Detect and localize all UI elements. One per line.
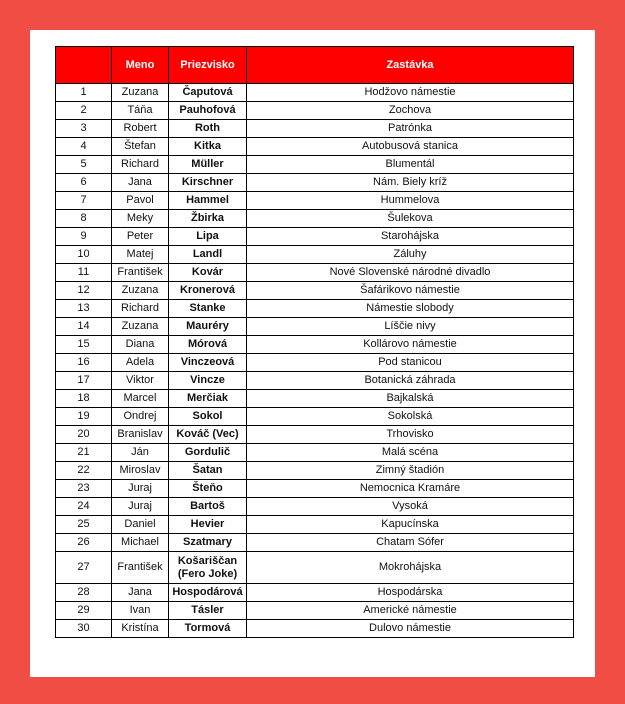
stop-cell: Mokrohájska	[247, 552, 574, 584]
stop-cell: Kapucínska	[247, 516, 574, 534]
table-row	[56, 264, 574, 282]
first-name-cell: František	[112, 264, 169, 282]
last-name-cell: Vincze	[169, 372, 247, 390]
stop-cell: Patrónka	[247, 120, 574, 138]
stop-cell: Hodžovo námestie	[247, 84, 574, 102]
first-name-cell: Kristína	[112, 620, 169, 638]
row-number: 14	[56, 318, 112, 336]
stops-table	[55, 46, 574, 638]
last-name-cell: Kovár	[169, 264, 247, 282]
table-row	[56, 372, 574, 390]
stop-cell: Vysoká	[247, 498, 574, 516]
last-name-cell: Mórová	[169, 336, 247, 354]
last-name-cell: Kronerová	[169, 282, 247, 300]
row-number: 22	[56, 462, 112, 480]
table-row	[56, 426, 574, 444]
last-name-cell: Žbirka	[169, 210, 247, 228]
table-row	[56, 300, 574, 318]
stop-cell: Blumentál	[247, 156, 574, 174]
last-name-cell: Landl	[169, 246, 247, 264]
row-number: 15	[56, 336, 112, 354]
row-number: 10	[56, 246, 112, 264]
first-name-cell: Zuzana	[112, 84, 169, 102]
table-row	[56, 620, 574, 638]
first-name-cell: Michael	[112, 534, 169, 552]
stop-cell: Hospodárska	[247, 584, 574, 602]
table-row	[56, 516, 574, 534]
stop-cell: Americké námestie	[247, 602, 574, 620]
table-row	[56, 498, 574, 516]
row-number: 1	[56, 84, 112, 102]
first-name-cell: Meky	[112, 210, 169, 228]
stop-cell: Šulekova	[247, 210, 574, 228]
document-sheet	[30, 30, 595, 677]
first-name-cell: Marcel	[112, 390, 169, 408]
last-name-cell: Tormová	[169, 620, 247, 638]
header-stop: Zastávka	[247, 47, 574, 84]
stop-cell: Chatam Sófer	[247, 534, 574, 552]
first-name-cell: Juraj	[112, 498, 169, 516]
table-row	[56, 444, 574, 462]
first-name-cell: Zuzana	[112, 282, 169, 300]
table-row	[56, 84, 574, 102]
table-header	[56, 47, 574, 84]
table-row	[56, 120, 574, 138]
stop-cell: Starohájska	[247, 228, 574, 246]
header-last-name: Priezvisko	[169, 47, 247, 84]
row-number: 19	[56, 408, 112, 426]
stop-cell: Námestie slobody	[247, 300, 574, 318]
last-name-cell: Kirschner	[169, 174, 247, 192]
stop-cell: Zimný štadión	[247, 462, 574, 480]
first-name-cell: Diana	[112, 336, 169, 354]
table-body	[56, 84, 574, 638]
last-name-cell: Hevier	[169, 516, 247, 534]
table-row	[56, 138, 574, 156]
stop-cell: Záluhy	[247, 246, 574, 264]
table-row	[56, 336, 574, 354]
row-number: 24	[56, 498, 112, 516]
row-number: 5	[56, 156, 112, 174]
table-row	[56, 354, 574, 372]
row-number: 26	[56, 534, 112, 552]
first-name-cell: Miroslav	[112, 462, 169, 480]
stop-cell: Pod stanicou	[247, 354, 574, 372]
row-number: 30	[56, 620, 112, 638]
first-name-cell: Richard	[112, 156, 169, 174]
first-name-cell: Jana	[112, 174, 169, 192]
last-name-cell: Šatan	[169, 462, 247, 480]
first-name-cell: Richard	[112, 300, 169, 318]
first-name-cell: Robert	[112, 120, 169, 138]
last-name-cell: Hammel	[169, 192, 247, 210]
row-number: 11	[56, 264, 112, 282]
first-name-cell: Adela	[112, 354, 169, 372]
table-row	[56, 246, 574, 264]
first-name-cell: Ondrej	[112, 408, 169, 426]
first-name-cell: Daniel	[112, 516, 169, 534]
row-number: 7	[56, 192, 112, 210]
row-number: 3	[56, 120, 112, 138]
first-name-cell: Matej	[112, 246, 169, 264]
stop-cell: Sokolská	[247, 408, 574, 426]
table-row	[56, 462, 574, 480]
last-name-cell: Kitka	[169, 138, 247, 156]
first-name-cell: Štefan	[112, 138, 169, 156]
first-name-cell: Táňa	[112, 102, 169, 120]
last-name-cell: Roth	[169, 120, 247, 138]
table-row	[56, 228, 574, 246]
last-name-cell: Mauréry	[169, 318, 247, 336]
first-name-cell: Ivan	[112, 602, 169, 620]
table-row	[56, 174, 574, 192]
stop-cell: Trhovisko	[247, 426, 574, 444]
table-row	[56, 602, 574, 620]
last-name-cell: Sokol	[169, 408, 247, 426]
last-name-cell: Gordulič	[169, 444, 247, 462]
row-number: 17	[56, 372, 112, 390]
first-name-cell: Ján	[112, 444, 169, 462]
row-number: 21	[56, 444, 112, 462]
last-name-cell: Müller	[169, 156, 247, 174]
row-number: 20	[56, 426, 112, 444]
first-name-cell: Peter	[112, 228, 169, 246]
last-name-cell: Košariščan (Fero Joke)	[169, 552, 247, 584]
table-row	[56, 282, 574, 300]
row-number: 8	[56, 210, 112, 228]
stop-cell: Malá scéna	[247, 444, 574, 462]
table-row	[56, 210, 574, 228]
stop-cell: Dulovo námestie	[247, 620, 574, 638]
last-name-cell: Szatmary	[169, 534, 247, 552]
last-name-cell: Tásler	[169, 602, 247, 620]
last-name-cell: Šteňo	[169, 480, 247, 498]
header-number	[56, 47, 112, 84]
table-row	[56, 480, 574, 498]
stop-cell: Botanická záhrada	[247, 372, 574, 390]
table-row	[56, 156, 574, 174]
header-first-name: Meno	[112, 47, 169, 84]
last-name-cell: Lipa	[169, 228, 247, 246]
first-name-cell: Pavol	[112, 192, 169, 210]
table-row	[56, 390, 574, 408]
row-number: 28	[56, 584, 112, 602]
first-name-cell: Viktor	[112, 372, 169, 390]
last-name-cell: Čaputová	[169, 84, 247, 102]
last-name-cell: Hospodárová	[169, 584, 247, 602]
row-number: 4	[56, 138, 112, 156]
first-name-cell: František	[112, 552, 169, 584]
row-number: 12	[56, 282, 112, 300]
last-name-cell: Kováč (Vec)	[169, 426, 247, 444]
last-name-cell: Stanke	[169, 300, 247, 318]
stop-cell: Šafárikovo námestie	[247, 282, 574, 300]
stop-cell: Nové Slovenské národné divadlo	[247, 264, 574, 282]
table-row	[56, 408, 574, 426]
last-name-cell: Pauhofová	[169, 102, 247, 120]
table-row	[56, 192, 574, 210]
row-number: 16	[56, 354, 112, 372]
row-number: 6	[56, 174, 112, 192]
first-name-cell: Juraj	[112, 480, 169, 498]
stop-cell: Autobusová stanica	[247, 138, 574, 156]
row-number: 18	[56, 390, 112, 408]
row-number: 9	[56, 228, 112, 246]
last-name-cell: Merčiak	[169, 390, 247, 408]
table-row	[56, 534, 574, 552]
stop-cell: Líščie nivy	[247, 318, 574, 336]
table-row	[56, 318, 574, 336]
table-row	[56, 552, 574, 584]
table-row	[56, 102, 574, 120]
row-number: 29	[56, 602, 112, 620]
first-name-cell: Zuzana	[112, 318, 169, 336]
table-row	[56, 584, 574, 602]
header-row	[56, 47, 574, 84]
row-number: 2	[56, 102, 112, 120]
first-name-cell: Branislav	[112, 426, 169, 444]
stop-cell: Nemocnica Kramáre	[247, 480, 574, 498]
stop-cell: Bajkalská	[247, 390, 574, 408]
stop-cell: Zochova	[247, 102, 574, 120]
stop-cell: Hummelova	[247, 192, 574, 210]
stop-cell: Nám. Biely kríž	[247, 174, 574, 192]
row-number: 27	[56, 552, 112, 584]
stop-cell: Kollárovo námestie	[247, 336, 574, 354]
last-name-cell: Vinczeová	[169, 354, 247, 372]
row-number: 13	[56, 300, 112, 318]
first-name-cell: Jana	[112, 584, 169, 602]
row-number: 23	[56, 480, 112, 498]
row-number: 25	[56, 516, 112, 534]
last-name-cell: Bartoš	[169, 498, 247, 516]
